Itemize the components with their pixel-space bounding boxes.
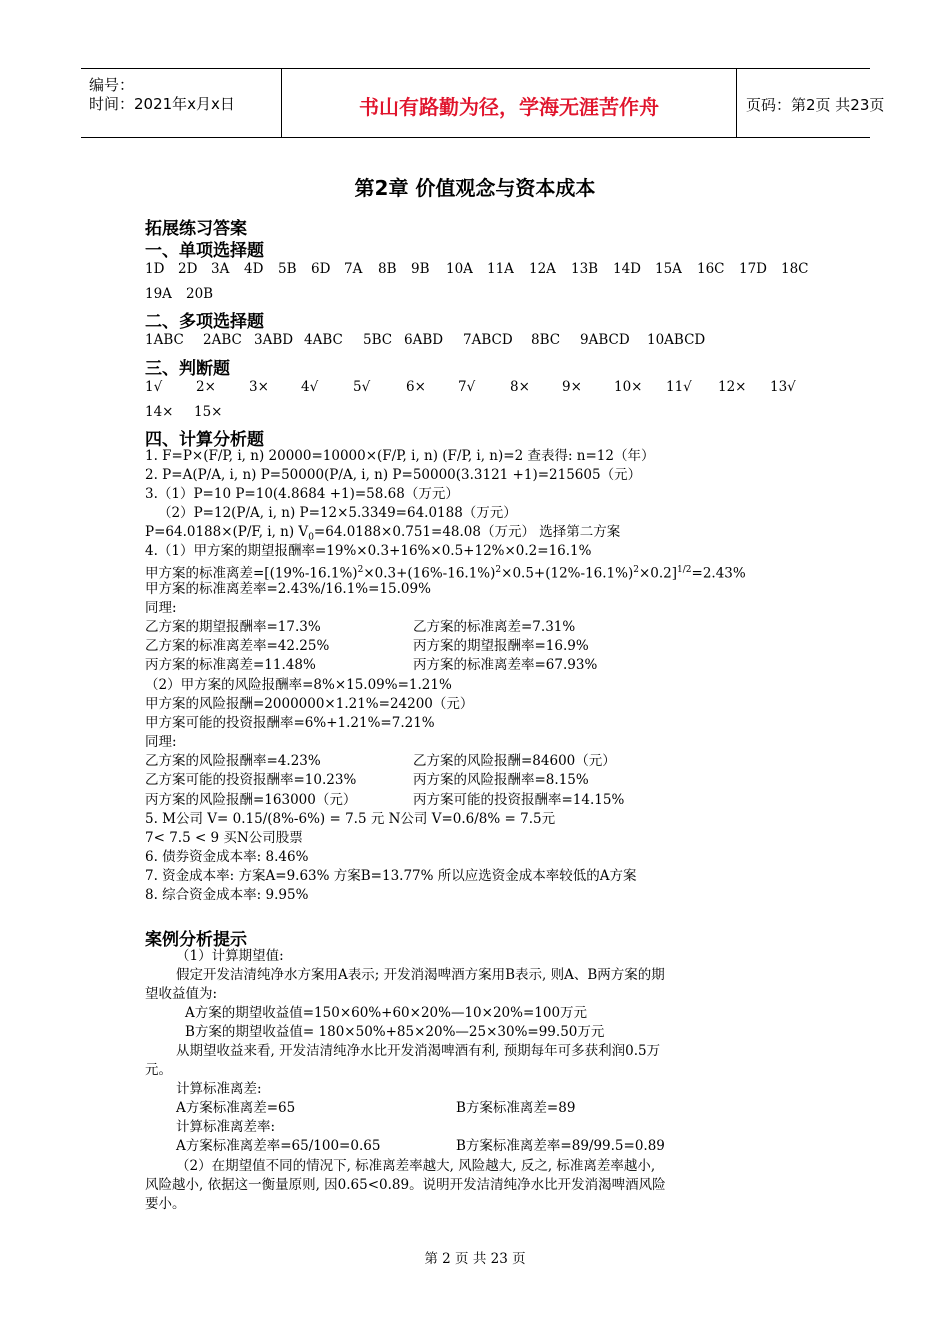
section-single-choice: 一、单项选择题 <box>145 241 264 261</box>
calc-line: 丙方案的风险报酬率=8.15% <box>413 772 589 788</box>
calc-text: 甲方案的标准离差=[(19%-16.1%) <box>145 565 358 582</box>
answer-item: 5BC <box>363 332 393 348</box>
calc-line: 乙方案的标准离差率=42.25% <box>145 638 330 654</box>
answer-item: 5B <box>278 261 297 277</box>
answer-item: 14× <box>145 404 174 420</box>
case-line: 假定开发洁清纯净水方案用A表示; 开发消渴啤酒方案用B表示, 则A、B两方案的期 <box>176 967 665 983</box>
answer-item: 13B <box>571 261 599 277</box>
answer-item: 2× <box>196 379 216 395</box>
calc-line: 甲方案的风险报酬=2000000×1.21%=24200（元） <box>145 696 474 712</box>
answer-item: 12A <box>529 261 556 277</box>
calc-line: 丙方案可能的投资报酬率=14.15% <box>413 792 625 808</box>
calc-line: 丙方案的标准离差率=67.93% <box>413 657 598 673</box>
page-label: 页码：第2页 共23页 <box>746 96 885 114</box>
case-line: A方案标准离差=65 <box>176 1100 296 1116</box>
answer-item: 14D <box>613 261 642 277</box>
case-line: （1）计算期望值: <box>176 948 284 964</box>
case-line: 计算标准离差: <box>176 1081 262 1097</box>
calc-text: =64.0188×0.751=48.08（万元） 选择第二方案 <box>313 524 621 540</box>
calc-line: 8. 综合资金成本率: 9.95% <box>145 887 309 903</box>
answer-item: 7√ <box>458 379 476 395</box>
answer-item: 7ABCD <box>463 332 513 348</box>
header-left-cell <box>81 69 281 137</box>
answer-item: 11√ <box>666 379 692 395</box>
calc-line: 同理: <box>145 600 177 616</box>
answer-item: 8BC <box>531 332 561 348</box>
calc-line: 丙方案的标准离差=11.48% <box>145 657 316 673</box>
case-line: 从期望收益来看, 开发洁清纯净水比开发消渴啤酒有利, 预期每年可多获利润0.5万 <box>176 1043 661 1059</box>
answer-item: 3A <box>211 261 230 277</box>
answer-item: 2D <box>178 261 198 277</box>
answer-item: 10A <box>446 261 473 277</box>
case-line: B方案标准离差率=89/99.5=0.89 <box>456 1138 665 1154</box>
chapter-title: 第2章 价值观念与资本成本 <box>354 176 596 200</box>
answer-item: 10× <box>614 379 643 395</box>
calc-line: 同理: <box>145 734 177 750</box>
calc-line: 7. 资金成本率: 方案A=9.63% 方案B=13.77% 所以应选资金成本率较低的A方案 <box>145 868 637 884</box>
answer-item: 4√ <box>301 379 319 395</box>
calc-line: 甲方案可能的投资报酬率=6%+1.21%=7.21% <box>145 715 435 731</box>
superscript: 2 <box>357 565 364 575</box>
section-answers: 拓展练习答案 <box>145 219 247 239</box>
calc-line: （2）甲方案的风险报酬率=8%×15.09%=1.21% <box>145 677 452 693</box>
superscript: 1/2 <box>677 565 692 575</box>
answer-item: 3ABD <box>254 332 294 348</box>
calc-line: 2. P=A(P/A, i, n) P=50000(P/A, i, n) P=50000(3.3121 +1)=215605（元） <box>145 467 642 483</box>
calc-line: 乙方案的风险报酬=84600（元） <box>413 753 616 769</box>
calc-text: ×0.5+(12%-16.1%) <box>501 565 634 582</box>
case-line: 风险越小, 依据这一衡量原则, 因0.65<0.89。说明开发洁清纯净水比开发消渴啤酒风险 <box>145 1177 666 1193</box>
calc-line: 4.（1）甲方案的期望报酬率=19%×0.3+16%×0.5+12%×0.2=16.1% <box>145 543 592 559</box>
case-line: 元。 <box>145 1062 172 1078</box>
calc-line: 3.（1）P=10 P=10(4.8684 +1)=58.68（万元） <box>145 486 459 502</box>
answer-item: 15× <box>194 404 223 420</box>
answer-item: 4D <box>244 261 264 277</box>
section-multi-choice: 二、多项选择题 <box>145 312 264 332</box>
section-case: 案例分析提示 <box>145 930 247 950</box>
answer-item: 9ABCD <box>580 332 630 348</box>
calc-text: ×0.3+(16%-16.1%) <box>363 565 496 582</box>
answer-item: 15A <box>655 261 682 277</box>
calc-line: 甲方案的标准离差率=2.43%/16.1%=15.09% <box>145 581 431 597</box>
case-line: B方案的期望收益值= 180×50%+85×20%—25×30%=99.50万元 <box>185 1024 605 1040</box>
answer-item: 6D <box>311 261 331 277</box>
header-right-cell <box>736 69 885 137</box>
calc-line: （2）P=12(P/A, i, n) P=12×5.3349=64.0188（万元） <box>158 505 517 521</box>
calc-line: 5. M公司 V= 0.15/(8%-6%) = 7.5 元 N公司 V=0.6/8% = 7.5元 <box>145 811 556 827</box>
calc-text: P=64.0188×(P/F, i, n) V <box>145 524 309 540</box>
case-line: 望收益值为: <box>145 986 218 1002</box>
answer-item: 4ABC <box>304 332 343 348</box>
answer-item: 5√ <box>353 379 371 395</box>
answer-item: 6ABD <box>404 332 444 348</box>
number-label: 编号： <box>89 76 135 94</box>
answer-item: 1D <box>145 261 165 277</box>
calc-line: 6. 债券资金成本率: 8.46% <box>145 849 309 865</box>
case-line: B方案标准离差=89 <box>456 1100 576 1116</box>
section-judge: 三、判断题 <box>145 359 230 379</box>
header-table <box>81 68 885 138</box>
answer-item: 16C <box>697 261 725 277</box>
calc-text: =2.43% <box>691 565 746 582</box>
answer-item: 7A <box>344 261 363 277</box>
answer-item: 12× <box>718 379 747 395</box>
case-line: （2）在期望值不同的情况下, 标准离差率越大, 风险越大, 反之, 标准离差率越小, <box>176 1158 656 1174</box>
answer-item: 1√ <box>145 379 163 395</box>
calc-line: 乙方案的期望报酬率=17.3% <box>145 619 321 635</box>
time-label: 时间：2021年x月x日 <box>89 95 235 113</box>
calc-text: ×0.2] <box>638 565 678 582</box>
superscript: 2 <box>495 565 502 575</box>
answer-item: 13√ <box>770 379 796 395</box>
answer-item: 8B <box>378 261 397 277</box>
calc-line: 乙方案的风险报酬率=4.23% <box>145 753 321 769</box>
answer-item: 18C <box>781 261 809 277</box>
subscript: 0 <box>308 532 314 543</box>
calc-line: 乙方案的标准离差=7.31% <box>413 619 576 635</box>
answer-item: 20B <box>186 286 214 302</box>
answer-item: 19A <box>145 286 172 302</box>
answer-item: 1ABC <box>145 332 184 348</box>
case-line: 计算标准离差率: <box>176 1119 276 1135</box>
calc-line: 丙方案的风险报酬=163000（元） <box>145 792 357 808</box>
calc-line: 乙方案可能的投资报酬率=10.23% <box>145 772 357 788</box>
case-line: A方案标准离差率=65/100=0.65 <box>176 1138 381 1154</box>
case-line: A方案的期望收益值=150×60%+60×20%—10×20%=100万元 <box>185 1005 588 1021</box>
calc-line: 1. F=P×(F/P, i, n) 20000=10000×(F/P, i, n) (F/P, i, n)=2 查表得: n=12（年） <box>145 448 655 464</box>
answer-item: 8× <box>510 379 530 395</box>
answer-item: 11A <box>487 261 514 277</box>
answer-item: 2ABC <box>203 332 242 348</box>
answer-item: 10ABCD <box>647 332 706 348</box>
header-motto-cell <box>281 69 737 137</box>
calc-line: 7< 7.5 < 9 买N公司股票 <box>145 830 303 846</box>
motto: 书山有路勤为径，学海无涯苦作舟 <box>359 95 659 119</box>
section-calc: 四、计算分析题 <box>145 430 264 450</box>
answer-item: 3× <box>249 379 269 395</box>
answer-item: 6× <box>406 379 426 395</box>
calc-line: 丙方案的期望报酬率=16.9% <box>413 638 589 654</box>
answer-item: 17D <box>739 261 768 277</box>
page-footer: 第 2 页 共 23 页 <box>424 1251 526 1267</box>
case-line: 要小。 <box>145 1196 186 1212</box>
superscript: 2 <box>633 565 639 575</box>
answer-item: 9× <box>562 379 582 395</box>
answer-item: 9B <box>411 261 430 277</box>
